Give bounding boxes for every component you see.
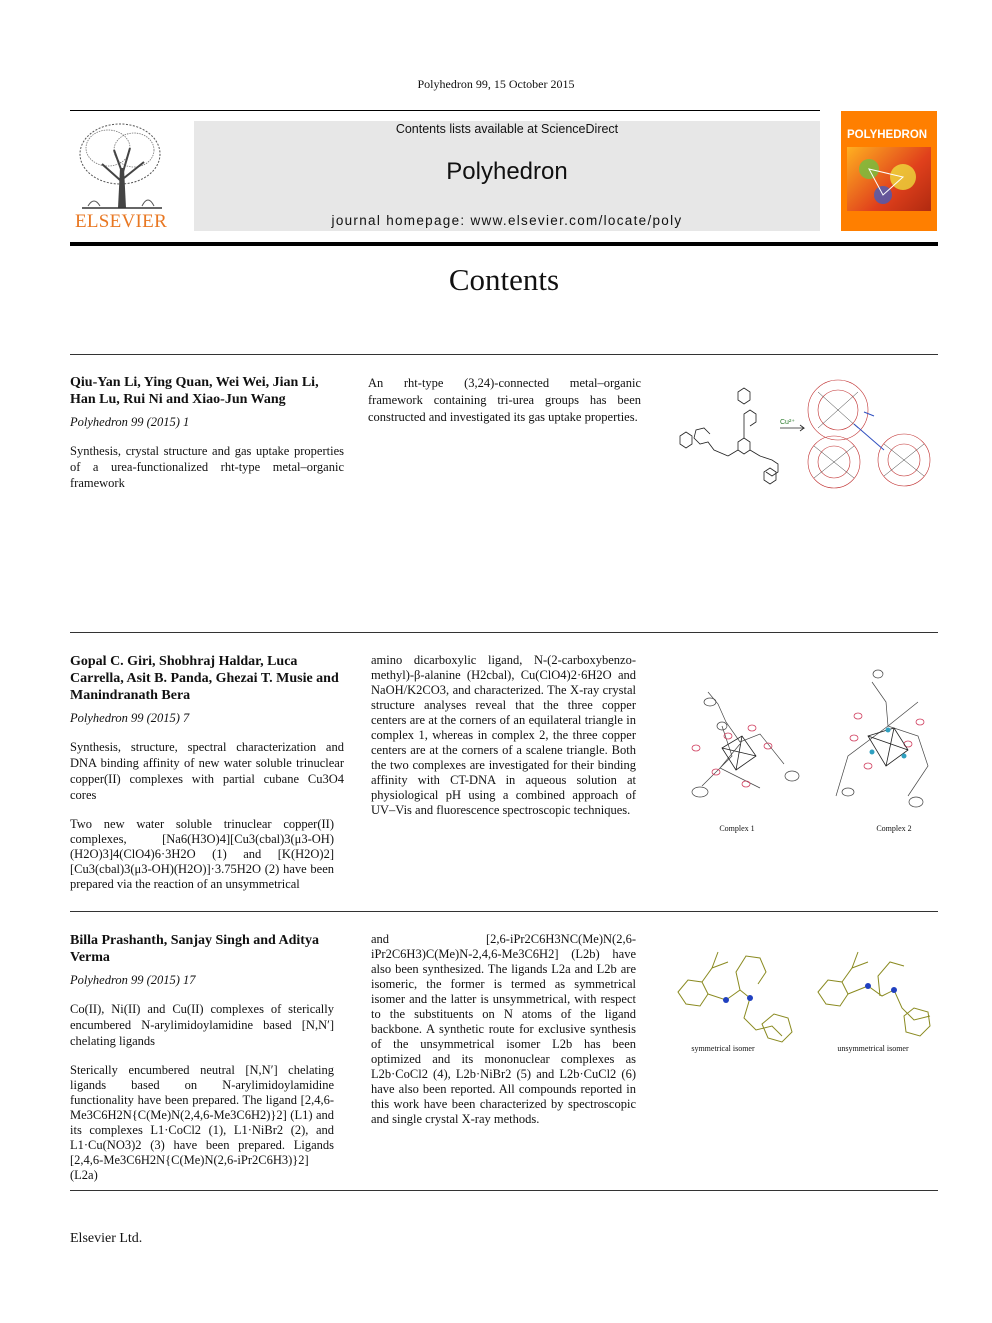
entry-abstract: An rht-type (3,24)-connected metal–organic framework containing tri-urea groups has been constructed and investigated its gas uptake properties. [368,376,641,424]
journal-cover-image [841,111,937,231]
reagent-label: Cu²⁺ [780,419,795,426]
figure-caption: unsymmetrical isomer [837,1044,909,1053]
entry-title[interactable]: Co(II), Ni(II) and Cu(II) complexes of sterically encumbered N-arylimidoylamidine based [N,N′] chelating ligands [70,1002,334,1048]
entry-title[interactable]: Synthesis, crystal structure and gas uptake properties of a urea-functionalized rht-type metal–organic framework [70,444,344,490]
entry-authors: Qiu-Yan Li, Ying Quan, Wei Wei, Jian Li, Han Lu, Rui Ni and Xiao-Jun Wang [70,375,319,407]
entry-citation[interactable]: Polyhedron 99 (2015) 7 [70,711,190,725]
journal-homepage[interactable]: journal homepage: www.elsevier.com/locate/poly [331,213,683,228]
entry-1 [70,374,344,491]
isomer-structure-figure [668,940,938,1044]
entry-divider [70,1190,938,1191]
mof-structure-figure [668,372,938,497]
entry-authors: Gopal C. Giri, Shobhraj Haldar, Luca Carrella, Asit B. Panda, Ghezai T. Musie and Manindranath Bera [70,654,339,703]
cover-molecule-icon [847,147,931,211]
entry-citation[interactable]: Polyhedron 99 (2015) 1 [70,415,190,429]
entry-title[interactable]: Synthesis, structure, spectral characterization and DNA binding affinity of new water soluble trinuclear copper(II) complexes with partial cubane Cu3O4 cores [70,740,344,802]
journal-reference: Polyhedron 99, 15 October 2015 [417,77,575,91]
elsevier-logo [68,120,174,232]
figure-caption: symmetrical isomer [691,1044,755,1053]
header-rule [70,110,820,111]
journal-title: Polyhedron [446,158,568,185]
sciencedirect-note: Contents lists available at ScienceDirect [395,122,619,136]
publisher-footer: Elsevier Ltd. [70,1231,143,1246]
graphical-abstract-2 [672,652,938,837]
entry-3 [70,932,334,1183]
cover-artwork [847,147,931,211]
entry-abstract-part-2: amino dicarboxylic ligand, N-(2-carboxybenzo-methyl)-β-alanine (H2cbal), Cu(ClO4)2·6H2O and NaOH/K2CO3, and characterized. The X-ray crystal structure analyses reveal that the three copper centers are at the corners of an equilateral triangle in complex 1, whereas in complex 2, the three copper centers are at the corners of a scalene triangle. Both the two complexes are investigated for their binding affinity with CT-DNA in aqueous solution at physiological pH using a combined approach of UV–Vis and fluorescence spectroscopic techniques. [371,653,636,817]
graphical-abstract-1 [668,372,938,497]
figure-caption: Complex 2 [876,824,912,833]
entry-citation[interactable]: Polyhedron 99 (2015) 17 [70,973,196,987]
entry-abstract-part-1: Two new water soluble trinuclear copper(II) complexes, [Na6(H3O)4][Cu3(cbal)3(μ3-OH)(H2O)3]4(ClO4)6·3H2O (1) and [K(H2O)2][Cu3(cbal)3(μ3-OH)(H2O)]·3.75H2O (2) have been prepared via the reaction of an unsymmetrical [70,817,334,891]
entry-2 [70,653,344,892]
entry-authors: Billa Prashanth, Sanjay Singh and Aditya Verma [70,933,319,965]
page-title: Contents [448,262,560,297]
figure-caption: Complex 1 [719,824,755,833]
graphical-abstract-3 [668,940,938,1060]
entry-divider [70,354,938,355]
journal-banner [194,121,820,231]
header-thick-rule [70,242,938,246]
entry-divider [70,911,938,912]
crystal-structure-figure [672,652,938,822]
cover-title: POLYHEDRON [847,129,928,141]
elsevier-wordmark: ELSEVIER [74,211,168,232]
entry-divider [70,632,938,633]
entry-abstract-part-2: and [2,6-iPr2C6H3NC(Me)N(2,6-iPr2C6H3)C(Me)N-2,4,6-Me3C6H2] (L2b) have also been synthesized. The ligands L2a and L2b are isomeric, the former is termed as symmetrical isomer and the latter is unsymmetrical, with respect to the substituents on N atoms of the ligand backbone. A synthetic route for exclusive synthesis of the unsymmetrical isomer L2b has been optimized and its mononuclear complexes as L2b·CoCl2 (4), L2b·NiBr2 (5) and L2b·CuCl2 (6) have also been reported. All compounds reported in this work have been characterized by spectroscopic and single crystal X-ray methods. [371,932,636,1126]
entry-abstract-part-1: Sterically encumbered neutral [N,N′] chelating ligands based on N-arylimidoylamidine functionality have been prepared. The ligand [2,4,6-Me3C6H2N{C(Me)N(2,4,6-Me3C6H2)}2] (L1) and its complexes L1·CoCl2 (1), L1·NiBr2 (2), and L1·Cu(NO3)2 (3) have been prepared. Ligands [2,4,6-Me3C6H2N{C(Me)N(2,6-iPr2C6H3)}2] (L2a) [70,1063,334,1182]
